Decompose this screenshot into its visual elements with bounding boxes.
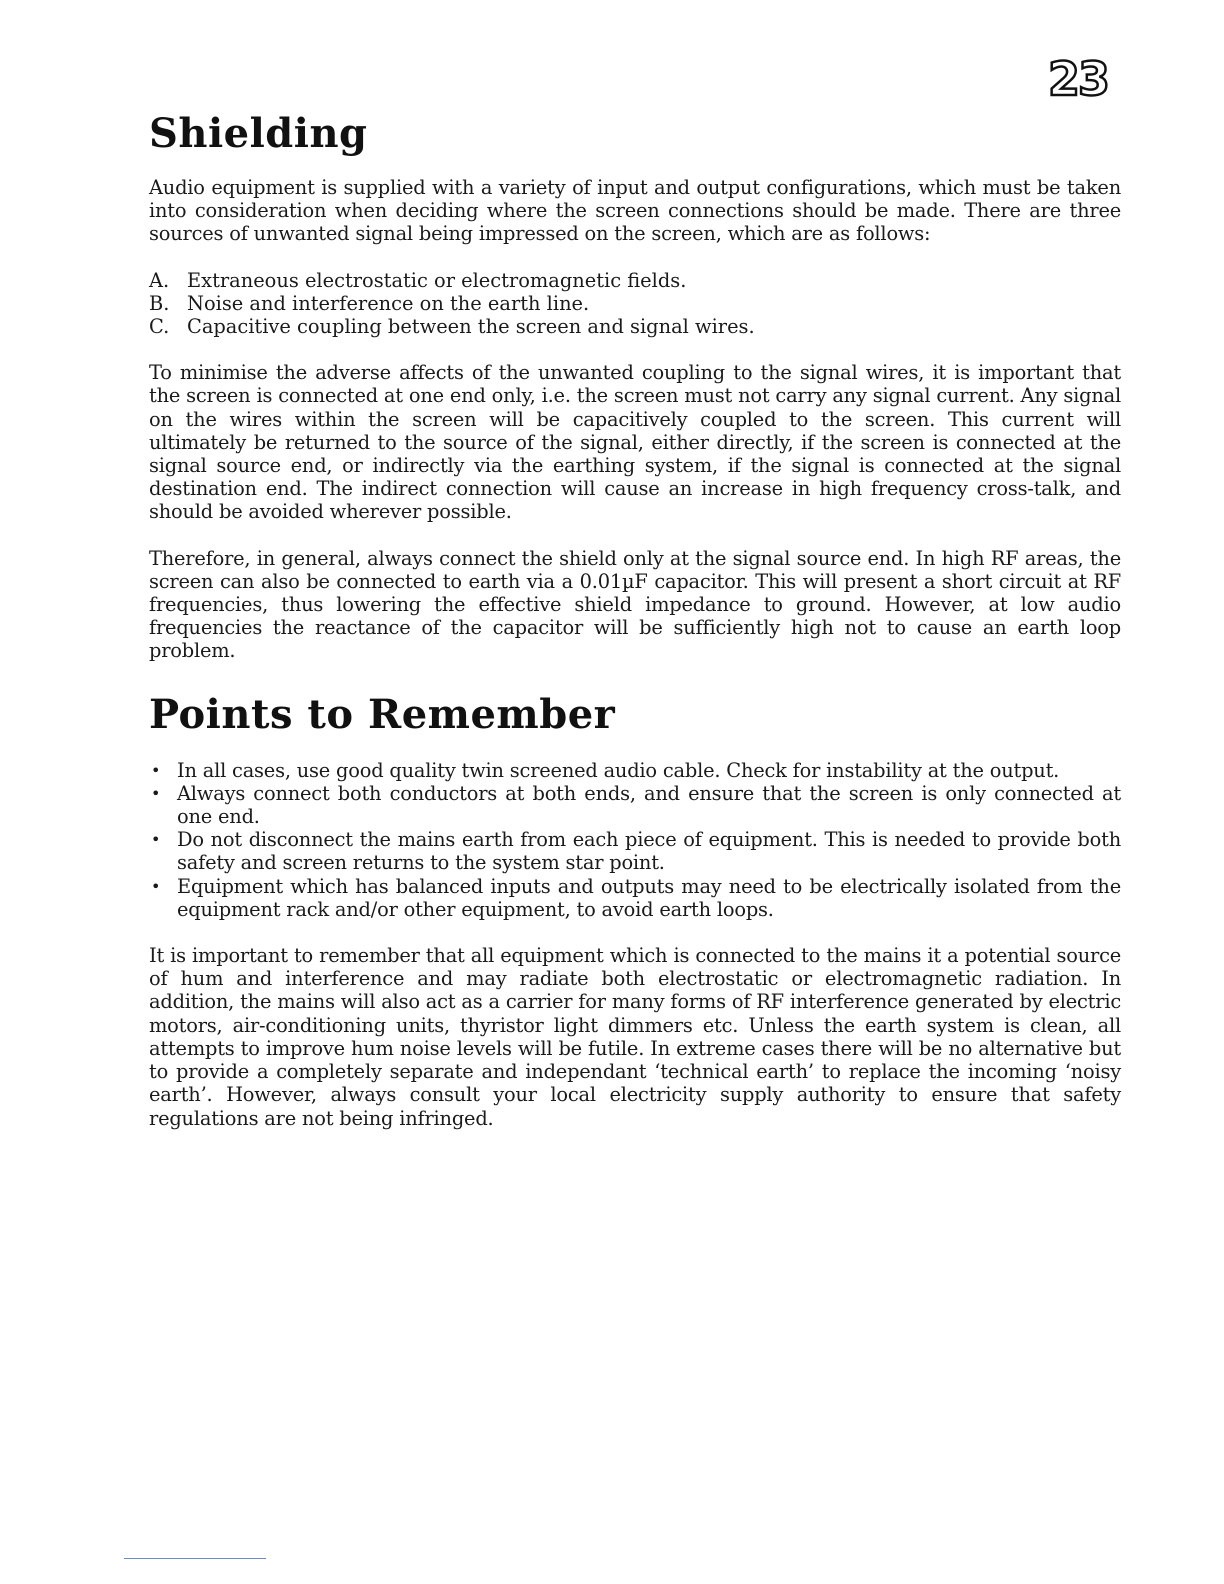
shielding-intro: Audio equipment is supplied with a variety of input and output configurations, which must be taken into consideration when deciding where the screen connections should be made. There are three sources of unwanted signal being impressed on the screen, which are as follows: [149, 176, 1121, 246]
list-letter: B. [149, 291, 170, 315]
bullet-text: In all cases, use good quality twin screened audio cable. Check for instability at the output. [177, 758, 1060, 782]
list-item [149, 828, 1121, 874]
list-item [149, 759, 1121, 782]
list-letter: A. [149, 268, 170, 292]
bullet-text: Do not disconnect the mains earth from each piece of equipment. This is needed to provide both safety and screen returns to the system star point. [177, 828, 1121, 875]
list-item [149, 292, 1121, 315]
bullet-icon: • [151, 830, 161, 850]
list-text: Extraneous electrostatic or electromagnetic fields. [187, 268, 687, 292]
list-item [149, 315, 1121, 338]
bullet-icon: • [151, 783, 161, 803]
shielding-paragraph-coupling: To minimise the adverse affects of the unwanted coupling to the signal wires, it is important that the screen is connected at one end only, i.e. the screen must not carry any signal current. Any signal on the wires within the screen will be capacitively coupled to the screen. This current will ultimately be returned to the source of the signal, either directly, if the screen is connected at the signal source end, or indirectly via the earthing system, if the signal is connected at the signal destination end. The indirect connection will cause an increase in high frequency cross-talk, and should be avoided wherever possible. [149, 361, 1121, 524]
bullet-icon: • [151, 876, 161, 896]
footer-divider [124, 1558, 266, 1559]
points-list [149, 759, 1121, 921]
sources-list [149, 269, 1121, 339]
list-item [149, 269, 1121, 292]
shielding-paragraph-rf: Therefore, in general, always connect the shield only at the signal source end. In high RF areas, the screen can also be connected to earth via a 0.01µF capacitor. This will present a short circuit at RF frequencies, thus lowering the effective shield impedance to ground. However, at low audio frequencies the reactance of the capacitor will be sufficiently high not to cause an earth loop problem. [149, 546, 1121, 663]
list-item [149, 875, 1121, 921]
bullet-text: Always connect both conductors at both ends, and ensure that the screen is only connected at one end. [177, 781, 1121, 829]
page-content [149, 108, 1121, 1153]
bullet-icon: • [151, 760, 161, 780]
closing-paragraph: It is important to remember that all equipment which is connected to the mains it a potential source of hum and interference and may radiate both electrostatic or electromagnetic radiation. In addition, the mains will also act as a carrier for many forms of RF interference generated by electric motors, air-conditioning units, thyristor light dimmers etc. Unless the earth system is clean, all attempts to improve hum noise levels will be futile. In extreme cases there will be no alternative but to provide a completely separate and independant ‘technical earth’ to replace the incoming ‘noisy earth’. However, always consult your local electricity supply authority to ensure that safety regulations are not being infringed. [149, 944, 1121, 1130]
heading-points-to-remember: Points to Remember [149, 690, 616, 738]
list-text: Noise and interference on the earth line. [187, 291, 590, 315]
heading-shielding: Shielding [149, 110, 368, 157]
list-item [149, 782, 1121, 828]
list-letter: C. [149, 315, 170, 339]
list-text: Capacitive coupling between the screen and signal wires. [187, 315, 755, 339]
page-number: 23 [1048, 52, 1109, 106]
bullet-text: Equipment which has balanced inputs and outputs may need to be electrically isolated from the equipment rack and/or other equipment, to avoid earth loops. [177, 874, 1121, 921]
